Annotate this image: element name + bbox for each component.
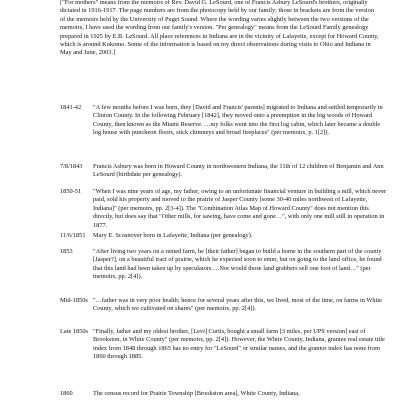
entry-text: The census record for Prairie Township [Brookston area], White County, Indiana, xyxy=(93,390,300,397)
intro-paragraph: ["For mothers" means from the memoirs of Rev. David G. LeSourd, one of Francis Asbury LeSourd's brothers, originally dictated in 1916-1917. The page numbers are from the photocopy held by our family; those in brackets are from the version of the memoirs held by the University of Puget Sound. Where the wording varies slightly between the two versions of the memoirs, I have used the wording from our family's version. "Per genealogy" means from the LeSourd Family genealogy prepared in 1925 by E.B. LeSourd. All place references in Indiana are in the vicinity of Lafayette, except for Howard County, which is around Kokomo. Some of the information is based on my direct observations during visits to Ohio and Indiana in May and June, 2003.] xyxy=(60,0,379,57)
entry-date: 1860 xyxy=(60,390,73,397)
entry-text: Francis Asbury was born in Howard County in northwestern Indiana, the 11th of 12 children of Benjamin and Ann LeSourd (birthdate per genealogy). xyxy=(93,163,384,179)
entry-text: "…father was in very poor health; hence for several years after this, we lived, most of the time, on farms in White County, which we cultivated on shares" (per memoirs, pp. 2[4]). xyxy=(93,297,382,313)
entry-text: "When I was nine years of age, my father, owing to an unfortunate financial venture in building a mill, which never paid, sold his property and moved to the prairie of Jasper County [some 30-40 miles northwest of Lafayette, Indiana]" (per memoirs, pp. 2[3-4]). The "Combination Atlas Map of Howard County" does not mention this directly, but does say that "Other mills, for sawing, have come and gone…", with only one mill still in operation in 1877. xyxy=(93,188,387,229)
entry-text: "After living two years on a rented farm, he [their father] began to build a home in the southern part of the county [Jasper?], on a beautiful tract of prairie, which he expected soon to enter, but on going to the land office, he found that this land had been taken up by speculators.…Nor would those land grabbers sell one foot of land…" (per memoirs, pp. 2[4]). xyxy=(93,248,382,281)
entry-text: "Finally, father and my oldest brother, [Levi] Curtis, bought a small farm [3 miles, per UPS version] east of Brookston, in White County" (per memoirs, pp. 2[4]). However, the White County, Indiana, grantee real estate title index from 1848 through 1865 has no entry for "LeSourd" or similar names, and the grantor index has none from 1860 through 1885. xyxy=(93,328,385,361)
entry-date: 7/8/1843 xyxy=(60,163,83,170)
entry-text: "A few months before I was born, they [David and Francis' parents] migrated to Indiana and settled temporarily in Clinton County. In the following February [1842], they moved onto a preemption in the big woods of Howard County, then known as the Miami Reserve. …my folks went into the first log cabin, which later became a double log house with puncheon floors, stick chimneys and broad fireplaces" (per memoirs, p. 1[2]). xyxy=(93,104,383,137)
entry-date: 11/6/1851 xyxy=(60,232,86,239)
entry-text: Mary E. Scosnover born in Lafayette, Indiana (per genealogy). xyxy=(93,232,253,239)
entry-date: 1841-42 xyxy=(60,104,82,111)
entry-date: 1853 xyxy=(60,248,73,255)
entry-date: Late 1850s xyxy=(60,328,89,335)
entry-date: 1850-51 xyxy=(60,188,82,195)
entry-date: Mid-1850s xyxy=(60,297,88,304)
